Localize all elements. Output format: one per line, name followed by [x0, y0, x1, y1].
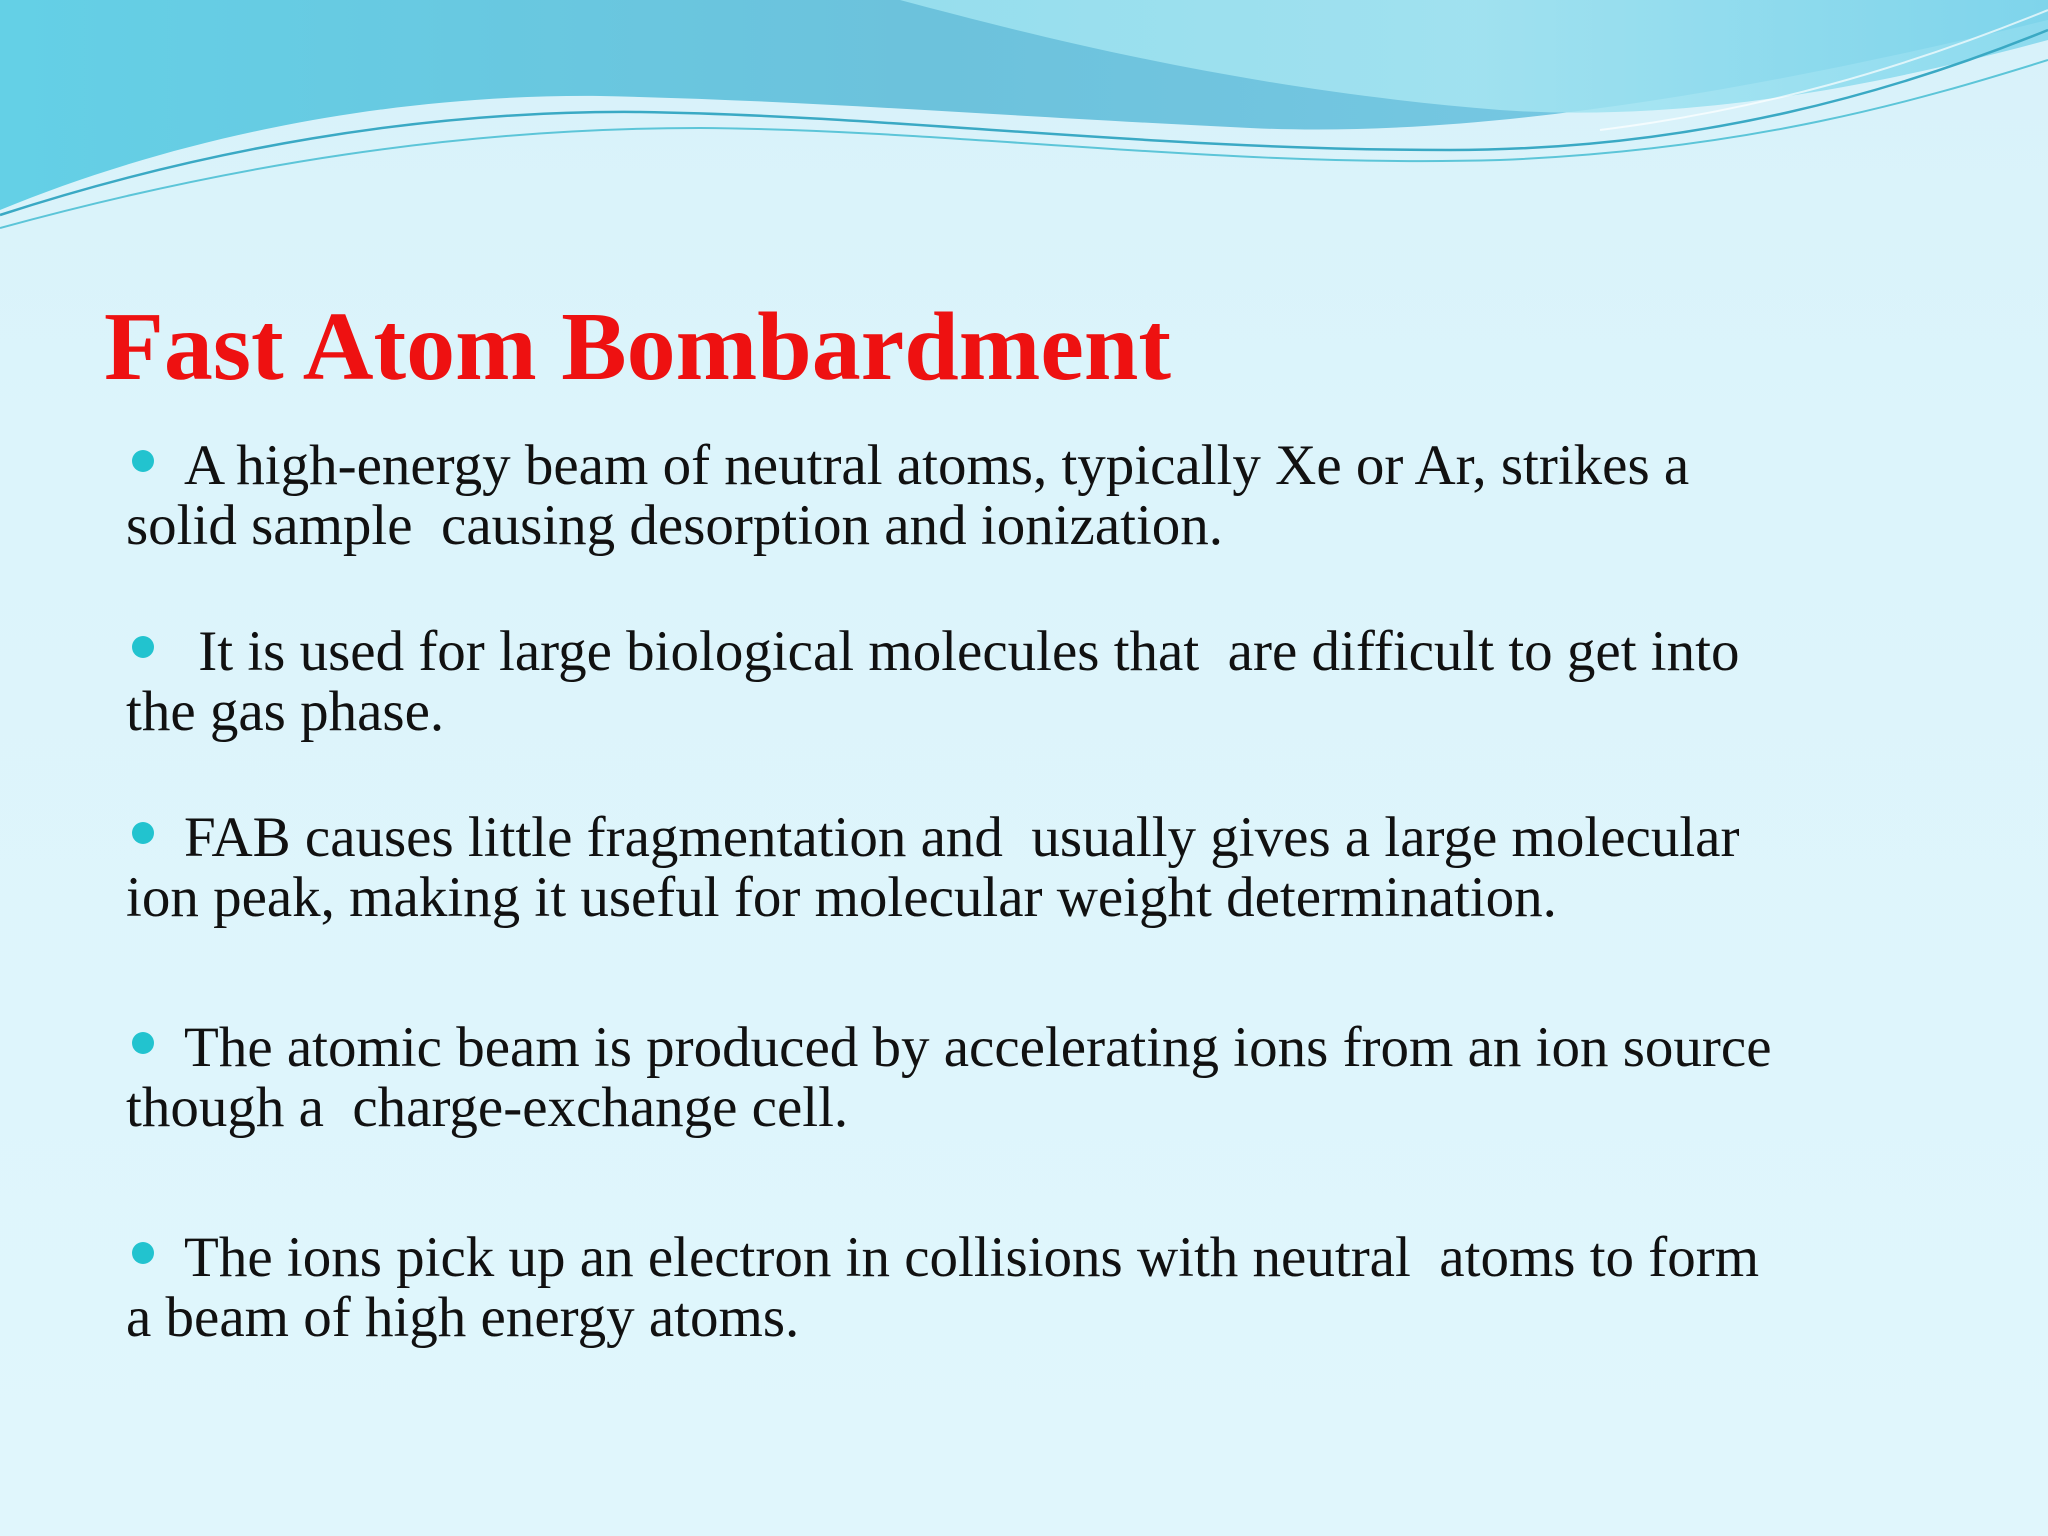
bullet-item — [126, 808, 1739, 928]
slide-title: Fast Atom Bombardment — [104, 293, 1172, 401]
bullet-text: A high-energy beam of neutral atoms, typically Xe or Ar, strikes a solid sample causing desorption and ionization. — [126, 434, 1690, 557]
bullet-dot-icon — [132, 1032, 154, 1054]
bullet-dot-icon — [132, 1242, 154, 1264]
bullet-text: It is used for large biological molecules that are difficult to get into the gas phase. — [126, 620, 1740, 743]
bullet-dot-icon — [132, 636, 154, 658]
bullet-item — [126, 622, 1739, 742]
bullet-dot-icon — [132, 450, 154, 472]
bullet-text: FAB causes little fragmentation and usually gives a large molecular ion peak, making it useful for molecular weight determination. — [126, 806, 1740, 929]
bullet-item — [126, 1018, 1772, 1138]
bullet-item — [126, 436, 1689, 556]
bullet-text: The ions pick up an electron in collisions with neutral atoms to form a beam of high energy atoms. — [126, 1226, 1760, 1349]
bullet-item — [126, 1228, 1759, 1348]
bullet-text: The atomic beam is produced by accelerating ions from an ion source though a charge-exchange cell. — [126, 1016, 1772, 1139]
bullet-dot-icon — [132, 822, 154, 844]
wave-header-decoration — [0, 0, 2048, 260]
